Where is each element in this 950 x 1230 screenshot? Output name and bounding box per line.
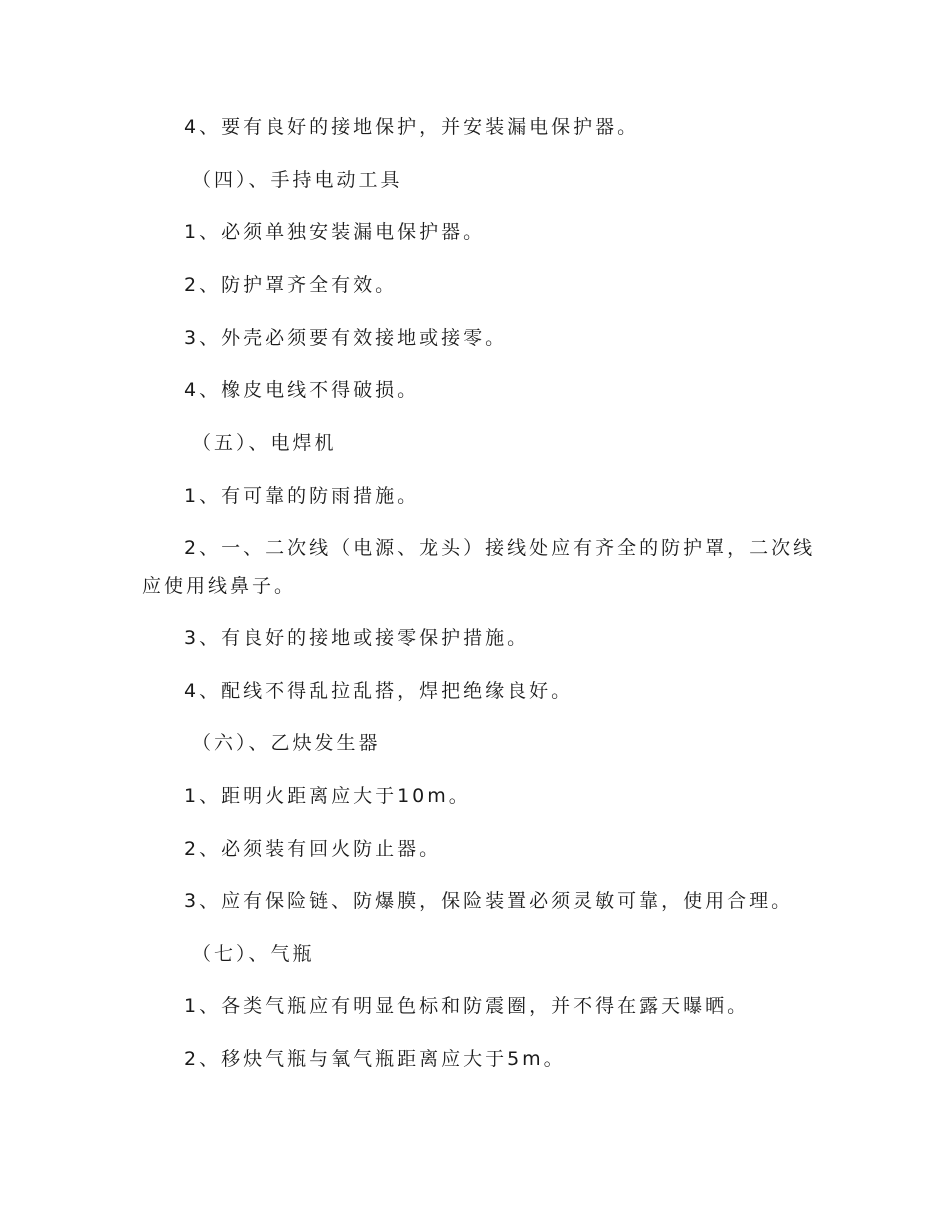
list-item: 3、应有保险链、防爆膜，保险装置必须灵敏可靠，使用合理。 [184,890,794,912]
list-item-continuation: 应使用线鼻子。 [142,575,297,597]
list-item: 2、必须装有回火防止器。 [184,838,442,860]
list-item: 1、各类气瓶应有明显色标和防震圈，并不得在露天曝晒。 [184,995,750,1017]
section-heading: （四）、手持电动工具 [192,169,403,191]
list-item: 3、外壳必须要有效接地或接零。 [184,327,508,349]
list-item: 1、有可靠的防雨措施。 [184,485,420,507]
list-item: 1、距明火距离应大于10m。 [184,785,471,807]
list-item: 4、橡皮电线不得破损。 [184,379,420,401]
list-item: 2、移炔气瓶与氧气瓶距离应大于5m。 [184,1048,566,1070]
list-item: 3、有良好的接地或接零保护措施。 [184,627,530,649]
list-item: 2、一、二次线（电源、龙头）接线处应有齐全的防护罩，二次线 [184,537,816,559]
list-item: 4、配线不得乱拉乱搭，焊把绝缘良好。 [184,680,574,702]
section-heading: （六）、乙炔发生器 [192,732,381,754]
list-item: 2、防护罩齐全有效。 [184,274,398,296]
section-heading: （五）、电焊机 [192,432,337,454]
list-item: 1、必须单独安装漏电保护器。 [184,221,486,243]
list-item: 4、要有良好的接地保护，并安装漏电保护器。 [184,116,640,138]
section-heading: （七）、气瓶 [192,943,315,965]
